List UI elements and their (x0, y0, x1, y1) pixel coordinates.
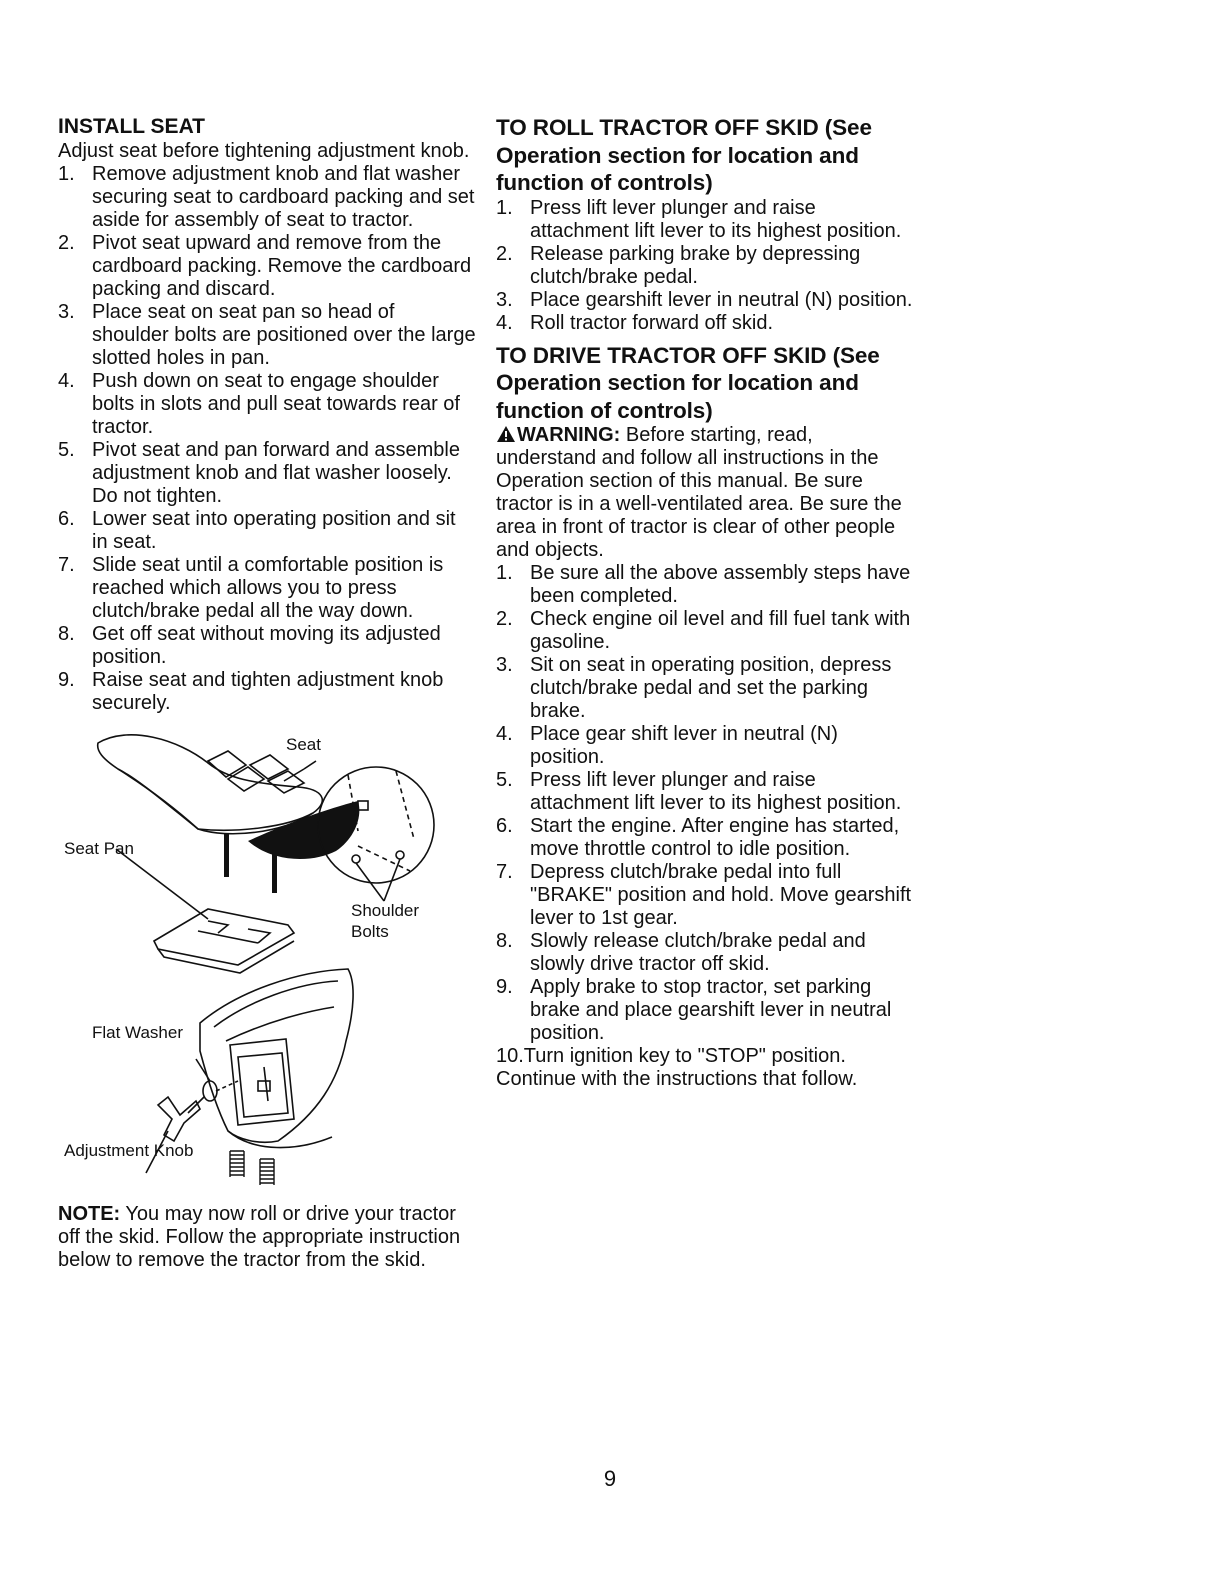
list-item: 8. Get off seat without moving its adjusted position. (58, 623, 441, 668)
warning-text: Before starting, read, understand and follow all instructions in the Operation section of this manual. Be sure tractor is in a well-ventilated area. Be sure the area in front of tractor is clear of other people and objects. (496, 424, 902, 561)
install-seat-heading: INSTALL SEAT (58, 115, 205, 138)
seat-assembly-figure (58, 721, 476, 1203)
drive-tractor-steps (496, 562, 916, 1045)
final-step: 10.Turn ignition key to "STOP" position. (496, 1045, 846, 1067)
list-item: 6. Lower seat into operating position and sit in seat. (58, 508, 456, 553)
roll-tractor-heading: TO ROLL TRACTOR OFF SKID (See Operation section for location and function of controls) (496, 115, 872, 195)
page-number: 9 (603, 1466, 617, 1491)
roll-tractor-steps (496, 197, 916, 335)
note-paragraph (58, 1203, 476, 1272)
list-item: 3. Sit on seat in operating position, depress clutch/brake pedal and set the parking brake. (496, 654, 892, 722)
list-item: 2. Release parking brake by depressing clutch/brake pedal. (496, 242, 861, 288)
list-item: 4. Roll tractor forward off skid. (496, 311, 774, 334)
list-item: 8. Slowly release clutch/brake pedal and slowly drive tractor off skid. (496, 930, 866, 975)
drive-tractor-heading: TO DRIVE TRACTOR OFF SKID (See Operation section for location and function of controls) (496, 342, 880, 423)
list-item: 2. Pivot seat upward and remove from the cardboard packing. Remove the cardboard packing and discard. (58, 232, 472, 300)
left-column (58, 114, 476, 1272)
list-item: 7. Slide seat until a comfortable position is reached which allows you to press clutch/brake pedal all the way down. (58, 554, 444, 622)
list-item: 5. Pivot seat and pan forward and assemble adjustment knob and flat washer loosely. Do not tighten. (58, 439, 460, 507)
shoulder-bolts-label-line2: Bolts (351, 922, 389, 941)
seat-assembly-illustration (58, 721, 476, 1203)
shoulder-bolts-label-line1: Shoulder (351, 901, 420, 920)
list-item: 1. Remove adjustment knob and flat washer securing seat to cardboard packing and set aside for assembly of seat to tractor. (58, 163, 475, 231)
warning-paragraph (496, 424, 916, 562)
flat-washer-label: Flat Washer (92, 1023, 184, 1042)
adjustment-knob-label: Adjustment Knob (64, 1141, 194, 1160)
list-item: 6. Start the engine. After engine has started, move throttle control to idle position. (496, 815, 900, 860)
list-item: 5. Press lift lever plunger and raise attachment lift lever to its highest position. (496, 769, 902, 814)
list-item: 4. Place gear shift lever in neutral (N) position. (496, 723, 838, 768)
list-item: 1. Press lift lever plunger and raise attachment lift lever to its highest position. (496, 196, 902, 242)
warning-label: WARNING: (517, 424, 621, 446)
seat-pan-label: Seat Pan (64, 839, 134, 858)
list-item: 3. Place seat on seat pan so head of shoulder bolts are positioned over the large slotted holes in pan. (58, 301, 476, 369)
install-seat-intro: Adjust seat before tightening adjustment knob. (58, 140, 470, 162)
list-item: 7. Depress clutch/brake pedal into full "BRAKE" position and hold. Move gearshift lever to 1st gear. (496, 861, 912, 929)
list-item: 4. Push down on seat to engage shoulder bolts in slots and pull seat towards rear of tractor. (58, 370, 460, 438)
note-label: NOTE: (58, 1203, 121, 1225)
right-column (496, 114, 916, 1091)
list-item: 3. Place gearshift lever in neutral (N) position. (496, 288, 913, 311)
closing-text: Continue with the instructions that follow. (496, 1068, 858, 1090)
seat-label: Seat (286, 735, 321, 754)
list-item: 1. Be sure all the above assembly steps have been completed. (496, 562, 911, 607)
warning-triangle-icon (496, 425, 516, 443)
list-item: 9. Apply brake to stop tractor, set parking brake and place gearshift lever in neutral position. (496, 976, 892, 1044)
list-item: 9. Raise seat and tighten adjustment knob securely. (58, 669, 444, 714)
install-seat-steps (58, 163, 476, 715)
note-text: You may now roll or drive your tractor off the skid. Follow the appropriate instruction below to remove the tractor from the skid. (58, 1203, 461, 1271)
list-item: 2. Check engine oil level and fill fuel tank with gasoline. (496, 608, 911, 653)
